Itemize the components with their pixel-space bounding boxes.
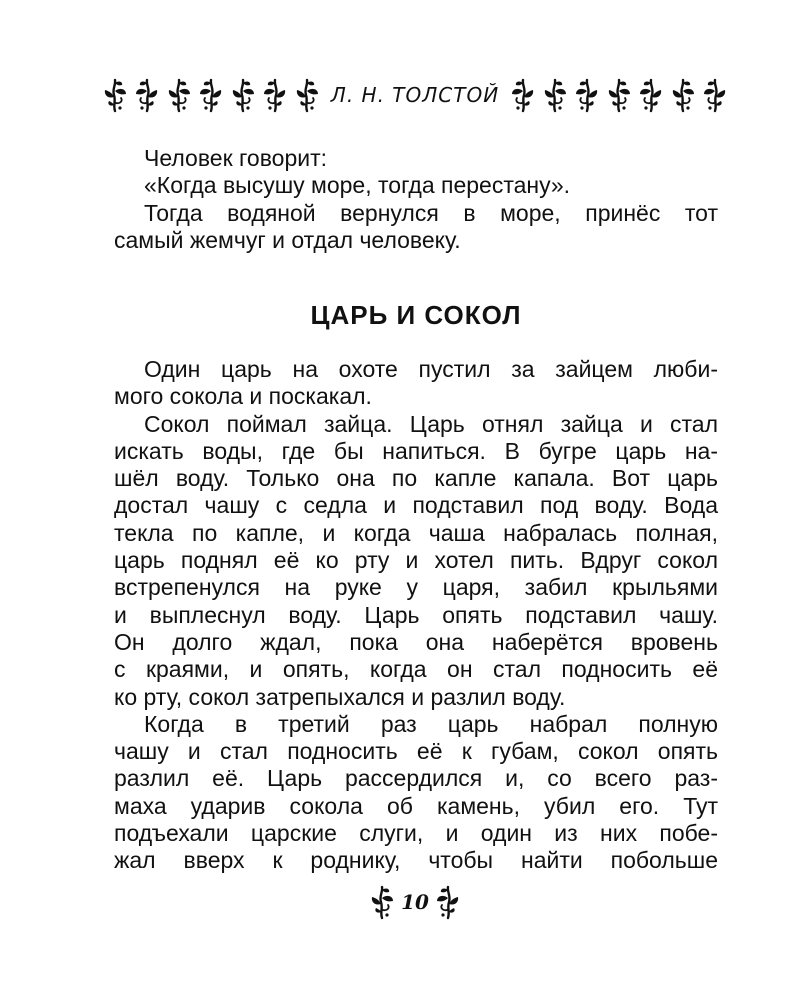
leaf-ornament-icon — [668, 77, 698, 113]
running-head — [100, 70, 730, 120]
leaf-ornament-icon — [196, 77, 226, 113]
page-folio — [360, 880, 470, 924]
previous-story-ending — [114, 145, 718, 254]
right-ornament-row — [508, 77, 730, 113]
leaf-ornament-icon — [132, 77, 162, 113]
text-line: Сокол поймал зайца. Царь отнял зайца и стал — [144, 410, 718, 437]
leaf-ornament-icon — [164, 77, 194, 113]
leaf-ornament-icon — [260, 77, 290, 113]
leaf-ornament-icon — [508, 77, 538, 113]
text-line: с краями, и опять, когда он стал подносить её — [114, 656, 718, 683]
text-line: разлил её. Царь рассердился и, со всего раз- — [114, 765, 718, 792]
text-line: ко рту, сокол затрепыхался и разлил воду. — [114, 683, 566, 710]
leaf-ornament-icon — [292, 77, 322, 113]
text-line: жал вверх к роднику, чтобы найти побольше — [114, 847, 718, 874]
leaf-ornament-icon — [700, 77, 730, 113]
text-line: Человек говорит: — [144, 145, 328, 171]
text-line: текла по капле, и когда чаша набралась полная, — [114, 519, 718, 546]
leaf-ornament-icon — [433, 884, 463, 920]
text-line: и выплеснул воду. Царь опять подставил чашу. — [114, 601, 718, 628]
text-line: достал чашу с седла и подставил под воду. Вода — [114, 492, 718, 519]
text-line: Когда в третий раз царь набрал полную — [144, 710, 718, 737]
text-line: подъехали царские слуги, и один из них побе- — [114, 820, 718, 847]
leaf-ornament-icon — [572, 77, 602, 113]
text-line: самый жемчуг и отдал человеку. — [114, 226, 461, 253]
left-ornament-row — [100, 77, 322, 113]
text-line: искать воды, где бы напиться. В бугре царь на- — [114, 437, 718, 464]
story-body — [114, 356, 718, 875]
text-line: встрепенулся на руке у царя, забил крыльями — [114, 574, 718, 601]
leaf-ornament-icon — [604, 77, 634, 113]
text-line: «Когда высушу море, тогда перестану». — [144, 172, 571, 199]
page-number: 10 — [401, 890, 429, 914]
text-line: царь поднял её ко рту и хотел пить. Вдруг сокол — [114, 547, 718, 574]
text-line: Один царь на охоте пустил за зайцем люби- — [144, 356, 718, 382]
text-line: Он долго ждал, пока она наберётся вровень — [114, 628, 718, 655]
text-line: маха ударив сокола об камень, убил его. Тут — [114, 792, 718, 819]
author-name: Л. Н. ТОЛСТОЙ — [330, 83, 500, 107]
text-line: Тогда водяной вернулся в море, принёс тот — [144, 199, 718, 226]
leaf-ornament-icon — [367, 884, 397, 920]
leaf-ornament-icon — [100, 77, 130, 113]
text-line: чашу и стал подносить её к губам, сокол опять — [114, 738, 718, 765]
text-line: мого сокола и поскакал. — [114, 383, 372, 410]
leaf-ornament-icon — [540, 77, 570, 113]
story-title: ЦАРЬ И СОКОЛ — [310, 300, 522, 330]
leaf-ornament-icon — [228, 77, 258, 113]
leaf-ornament-icon — [636, 77, 666, 113]
text-line: шёл воду. Только она по капле капала. Вот царь — [114, 465, 718, 492]
